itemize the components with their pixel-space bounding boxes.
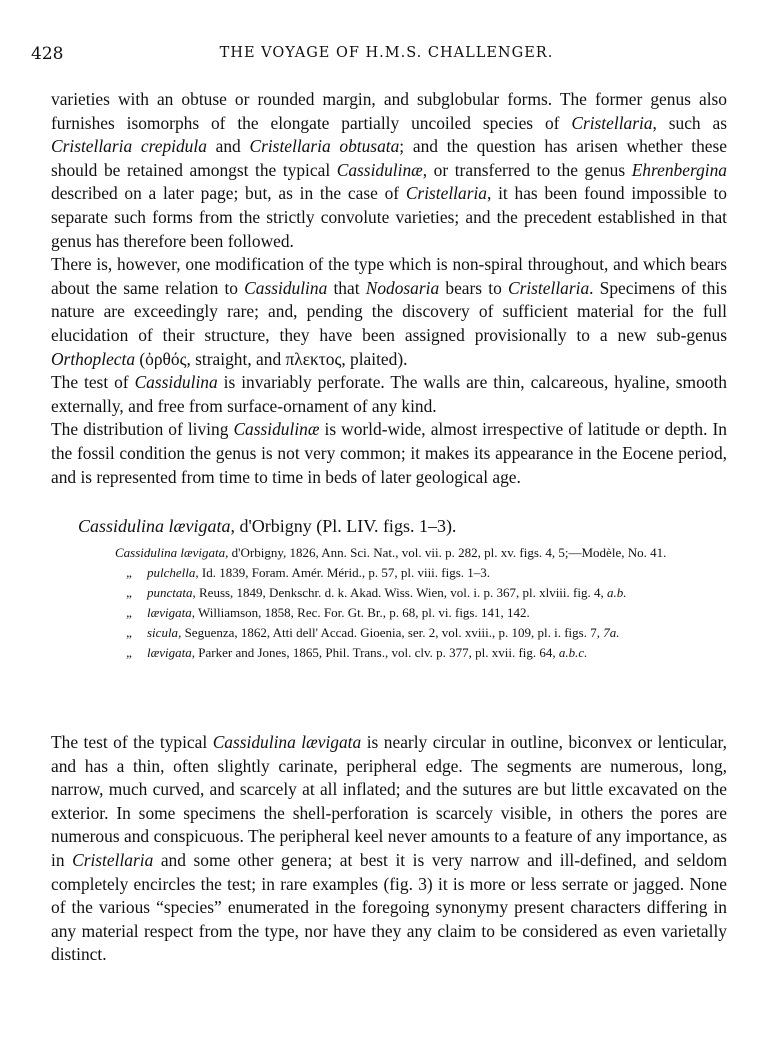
italic-text: lævigata [147,605,192,620]
paragraph [51,253,727,371]
synonymy-entry [115,584,729,602]
synonymy-entry [115,544,729,562]
italic-text: Cassidulina lævigata [212,732,362,752]
paragraph [51,88,727,253]
text-run: and some other genera; at best it is very narrow and ill-defined, and seldom completely encircles the test; in rare examples (fig. 3) it is more or less serrate or jagged. None of the various “species” enumerated in the foregoing synonymy present characters differing in any material respect from the type, nor have they any claim to be considered as even varietally distinct. [51,849,727,965]
italic-text: Cristellaria [507,277,590,298]
italic-text: Cristellaria [72,849,154,870]
paragraph [51,731,727,967]
page-number: 428 [31,44,64,64]
text-run: (ὀρθός, straight, and πλεκτος, plaited). [135,348,408,369]
text-run: , Williamson, 1858, Rec. For. Gt. Br., p. 68, pl. vi. figs. 141, 142. [191,605,530,620]
text-run: and [206,136,250,157]
text-run: varieties with an obtuse or rounded margin, and subglobular forms. The former genus also furnishes isomorphs of the elongate partially uncoiled species of [51,89,727,133]
text-run: The test of [51,372,135,393]
ditto-mark: „ [126,625,132,640]
italic-text: Cassidulinæ [336,159,423,180]
text-run: . Specimens of this nature are exceedingly rare; and, pending the discovery of sufficient material for the full elucidation of their structure, they have been assigned provisionally to a new sub-genus [51,277,727,345]
page-header [31,44,742,68]
text-run: , Reuss, 1849, Denkschr. d. k. Akad. Wiss. Wien, vol. i. p. 367, pl. xlviii. fig. 4, [192,585,607,600]
synonymy-text [147,585,626,600]
italic-text: lævigata [147,645,192,660]
text-run: , or transferred to the genus [422,159,632,180]
text-run: is world-wide, almost irrespective of latitude or depth. In the fossil condition the genus is not very common; it makes its appearance in the Eocene period, and is represented from time to time in beds of later geological age. [51,419,727,487]
text-run: , such as [652,112,727,133]
text-run: , Seguenza, 1862, Atti dell' Accad. Gioenia, ser. 2, vol. xviii., p. 109, pl. i. figs. 7, [178,625,604,640]
italic-text: Cassidulina lævigata [78,516,231,536]
italic-text: sicula [147,625,179,640]
italic-text: Ehrenbergina [631,159,727,180]
text-run: that [327,277,366,298]
text-run: , Id. 1839, Foram. Amér. Mérid., p. 57, pl. viii. figs. 1–3. [195,565,491,580]
text-run: ; and the question has arisen whether these should be retained amongst the typical [51,136,727,180]
text-run: There is, however, one modification of the type which is non-spiral throughout, and which bears about the same relation to [51,254,727,298]
italic-text: Cristellaria crepidula [51,136,207,157]
italic-text: pulchella [147,565,196,580]
synonymy-text [147,565,490,580]
text-run: The test of the typical [51,732,213,752]
synonymy-entry [115,604,729,622]
species-heading [78,516,738,537]
text-run: , it has been found impossible to separate such forms from the strictly convolute varieties; and the precedent established in that genus has therefore been followed. [51,183,728,251]
italic-text: Nodosaria [365,277,440,298]
italic-text: Orthoplecta [51,348,136,369]
synonymy-list [115,544,729,664]
italic-text: 7a. [603,625,620,640]
text-run: , Parker and Jones, 1865, Phil. Trans., vol. clv. p. 377, pl. xvii. fig. 64, [191,645,559,660]
synonymy-entry [115,624,729,642]
italic-text: Cassidulina [244,277,328,298]
running-head: THE VOYAGE OF H.M.S. CHALLENGER. [219,45,554,61]
text-run: is invariably perforate. The walls are thin, calcareous, hyaline, smooth externally, and free from surface-ornament of any kind. [51,372,728,416]
italic-text: Cristellaria [405,183,487,204]
text-run: described on a later page; but, as in the case of [51,183,406,204]
italic-text: a.b. [606,585,627,600]
italic-text: Cristellaria obtusata [249,136,400,157]
paragraph [51,371,727,418]
ditto-mark: „ [126,645,132,660]
italic-text: Cassidulina [134,372,218,393]
italic-text: Cassidulinæ [233,419,320,440]
ditto-mark: „ [126,605,132,620]
text-run: , d'Orbigny (Pl. LIV. figs. 1–3). [230,516,457,536]
synonymy-entry [115,564,729,582]
synonymy-text [147,645,587,660]
ditto-mark: „ [126,565,132,580]
species-description [51,731,727,967]
text-run: bears to [439,277,508,298]
synonymy-text [115,545,666,560]
intro-text [51,88,727,489]
synonymy-text [147,605,530,620]
paragraph [51,418,727,489]
text-run: The distribution of living [51,419,234,440]
italic-text: punctata [147,585,193,600]
text-run: , d'Orbigny, 1826, Ann. Sci. Nat., vol. vii. p. 282, pl. xv. figs. 4, 5;—Modèle, No. 41. [225,545,667,560]
italic-text: Cristellaria [571,112,653,133]
text-run: is nearly circular in outline, biconvex or lenticular, and has a thin, often slightly carinate, peripheral edge. The segments are numerous, long, narrow, much curved, and scarcely at all inflated; and the sutures are but little excavated on the exterior. In some specimens the shell-perforation is scarcely visible, in others the pores are numerous and conspicuous. The peripheral keel never amounts to a feature of any importance, as in [51,732,727,870]
synonymy-entry [115,644,729,662]
italic-text: a.b.c. [558,645,588,660]
synonymy-text [147,625,619,640]
ditto-mark: „ [126,585,132,600]
italic-text: Cassidulina lævigata [115,545,226,560]
